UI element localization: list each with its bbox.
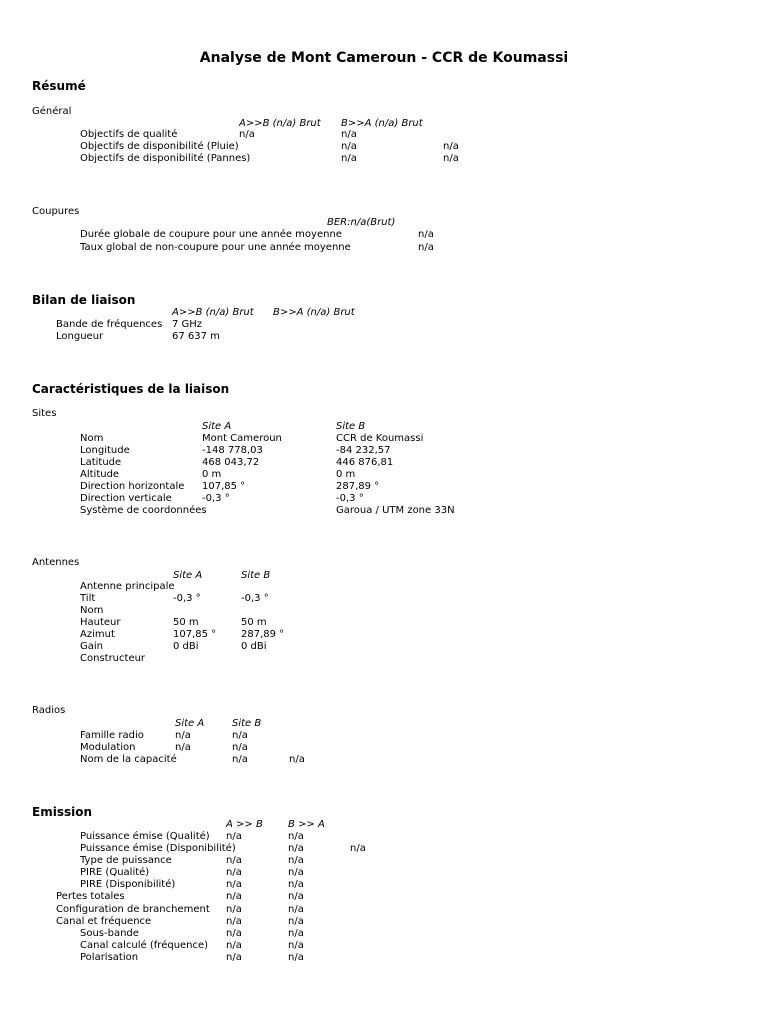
cell-value: n/a xyxy=(288,940,304,951)
page-title: Analyse de Mont Cameroun - CCR de Koumassi xyxy=(199,50,569,66)
cell-value: n/a xyxy=(226,904,242,915)
cell-value: n/a xyxy=(288,855,304,866)
column-header-ba: B>>A (n/a) Brut xyxy=(273,307,355,318)
cell-value: n/a xyxy=(226,831,242,842)
row-label: Gain xyxy=(80,641,103,652)
cell-value: n/a xyxy=(226,928,242,939)
row-label: Pertes totales xyxy=(56,891,125,902)
cell-value: n/a xyxy=(341,153,357,164)
cell-value: 107,85 ° xyxy=(173,629,217,640)
cell-value: n/a xyxy=(288,843,304,854)
subsection-heading-general: Général xyxy=(32,106,72,117)
cell-value: n/a xyxy=(341,129,357,140)
row-label: Objectifs de qualité xyxy=(80,129,178,140)
row-label: Nom xyxy=(80,433,104,444)
column-header-ba: B >> A xyxy=(288,819,325,830)
row-label: Direction verticale xyxy=(80,493,172,504)
row-label: Modulation xyxy=(80,742,136,753)
cell-value: -0,3 ° xyxy=(173,593,201,604)
cell-value: n/a xyxy=(443,141,459,152)
cell-value: n/a xyxy=(226,916,242,927)
row-label: Polarisation xyxy=(80,952,139,963)
row-label: Puissance émise (Qualité) xyxy=(80,831,210,842)
row-label: Famille radio xyxy=(80,730,144,741)
cell-value: 107,85 ° xyxy=(202,481,246,492)
row-label: Bande de fréquences xyxy=(56,319,163,330)
row-label: Constructeur xyxy=(80,653,146,664)
column-header-ber: BER:n/a(Brut) xyxy=(327,217,396,228)
cell-value: 50 m xyxy=(173,617,199,628)
column-header-site-a: Site A xyxy=(175,718,205,729)
cell-value: 0 m xyxy=(202,469,222,480)
subsection-heading-antennes: Antennes xyxy=(32,557,80,568)
cell-value: n/a xyxy=(288,952,304,963)
column-header-site-b: Site B xyxy=(232,718,262,729)
cell-value: 468 043,72 xyxy=(202,457,260,468)
row-label: Système de coordonnées xyxy=(80,505,207,516)
section-heading-emission: Emission xyxy=(32,805,92,819)
cell-value: n/a xyxy=(226,867,242,878)
row-label: Altitude xyxy=(80,469,120,480)
row-label: PIRE (Qualité) xyxy=(80,867,150,878)
row-label: Nom xyxy=(80,605,104,616)
cell-value: 0 dBi xyxy=(241,641,267,652)
cell-value: n/a xyxy=(226,952,242,963)
row-label: Canal et fréquence xyxy=(56,916,152,927)
cell-value: n/a xyxy=(226,891,242,902)
cell-value: n/a xyxy=(175,742,191,753)
cell-value: Garoua / UTM zone 33N xyxy=(336,505,455,516)
section-heading-bilan: Bilan de liaison xyxy=(32,293,136,307)
cell-value: n/a xyxy=(288,904,304,915)
row-label: Nom de la capacité xyxy=(80,754,177,765)
row-label: Objectifs de disponibilité (Pannes) xyxy=(80,153,251,164)
row-label: Latitude xyxy=(80,457,122,468)
row-label: Durée globale de coupure pour une année moyenne xyxy=(80,229,342,240)
subsection-heading-coupures: Coupures xyxy=(32,206,80,217)
cell-value: n/a xyxy=(350,843,366,854)
cell-value: n/a xyxy=(341,141,357,152)
cell-value: -0,3 ° xyxy=(202,493,230,504)
column-header-ab: A>>B (n/a) Brut xyxy=(172,307,254,318)
row-label: Configuration de branchement xyxy=(56,904,210,915)
cell-value: Mont Cameroun xyxy=(202,433,282,444)
cell-value: n/a xyxy=(288,867,304,878)
row-label: Longueur xyxy=(56,331,104,342)
cell-value: -0,3 ° xyxy=(336,493,364,504)
row-label: Objectifs de disponibilité (Pluie) xyxy=(80,141,239,152)
cell-value: n/a xyxy=(289,754,305,765)
cell-value: -148 778,03 xyxy=(202,445,263,456)
cell-value: n/a xyxy=(418,242,434,253)
cell-value: -84 232,57 xyxy=(336,445,391,456)
row-label: Puissance émise (Disponibilité) xyxy=(80,843,236,854)
row-label: Azimut xyxy=(80,629,115,640)
row-label: Canal calculé (fréquence) xyxy=(80,940,209,951)
row-label: Taux global de non-coupure pour une année moyenne xyxy=(80,242,351,253)
cell-value: n/a xyxy=(418,229,434,240)
cell-value: 446 876,81 xyxy=(336,457,394,468)
cell-value: n/a xyxy=(288,891,304,902)
row-label: Tilt xyxy=(80,593,96,604)
row-label: Sous-bande xyxy=(80,928,139,939)
column-header-ab: A >> B xyxy=(226,819,263,830)
cell-value: n/a xyxy=(443,153,459,164)
column-header-site-b: Site B xyxy=(336,421,366,432)
column-header-site-a: Site A xyxy=(202,421,232,432)
cell-value: 7 GHz xyxy=(172,319,203,330)
column-header-ab: A>>B (n/a) Brut xyxy=(239,118,321,129)
cell-value: n/a xyxy=(288,831,304,842)
row-label: PIRE (Disponibilité) xyxy=(80,879,176,890)
cell-value: n/a xyxy=(239,129,255,140)
row-label: Type de puissance xyxy=(80,855,172,866)
cell-value: n/a xyxy=(232,742,248,753)
cell-value: n/a xyxy=(232,730,248,741)
cell-value: n/a xyxy=(288,928,304,939)
cell-value: 67 637 m xyxy=(172,331,220,342)
column-header-site-a: Site A xyxy=(173,570,203,581)
row-label: Antenne principale xyxy=(80,581,175,592)
cell-value: n/a xyxy=(232,754,248,765)
cell-value: n/a xyxy=(288,879,304,890)
row-label: Longitude xyxy=(80,445,130,456)
cell-value: n/a xyxy=(226,879,242,890)
column-header-ba: B>>A (n/a) Brut xyxy=(341,118,423,129)
section-heading-caracteristiques: Caractéristiques de la liaison xyxy=(32,382,230,396)
cell-value: 0 m xyxy=(336,469,356,480)
row-label: Direction horizontale xyxy=(80,481,185,492)
cell-value: n/a xyxy=(175,730,191,741)
row-label: Hauteur xyxy=(80,617,121,628)
subsection-heading-radios: Radios xyxy=(32,705,66,716)
cell-value: n/a xyxy=(288,916,304,927)
cell-value: 287,89 ° xyxy=(241,629,285,640)
cell-value: n/a xyxy=(226,855,242,866)
cell-value: n/a xyxy=(226,940,242,951)
cell-value: CCR de Koumassi xyxy=(336,433,424,444)
cell-value: 287,89 ° xyxy=(336,481,380,492)
cell-value: 0 dBi xyxy=(173,641,199,652)
subsection-heading-sites: Sites xyxy=(32,408,57,419)
cell-value: 50 m xyxy=(241,617,267,628)
section-heading-resume: Résumé xyxy=(32,79,86,93)
column-header-site-b: Site B xyxy=(241,570,271,581)
cell-value: -0,3 ° xyxy=(241,593,269,604)
